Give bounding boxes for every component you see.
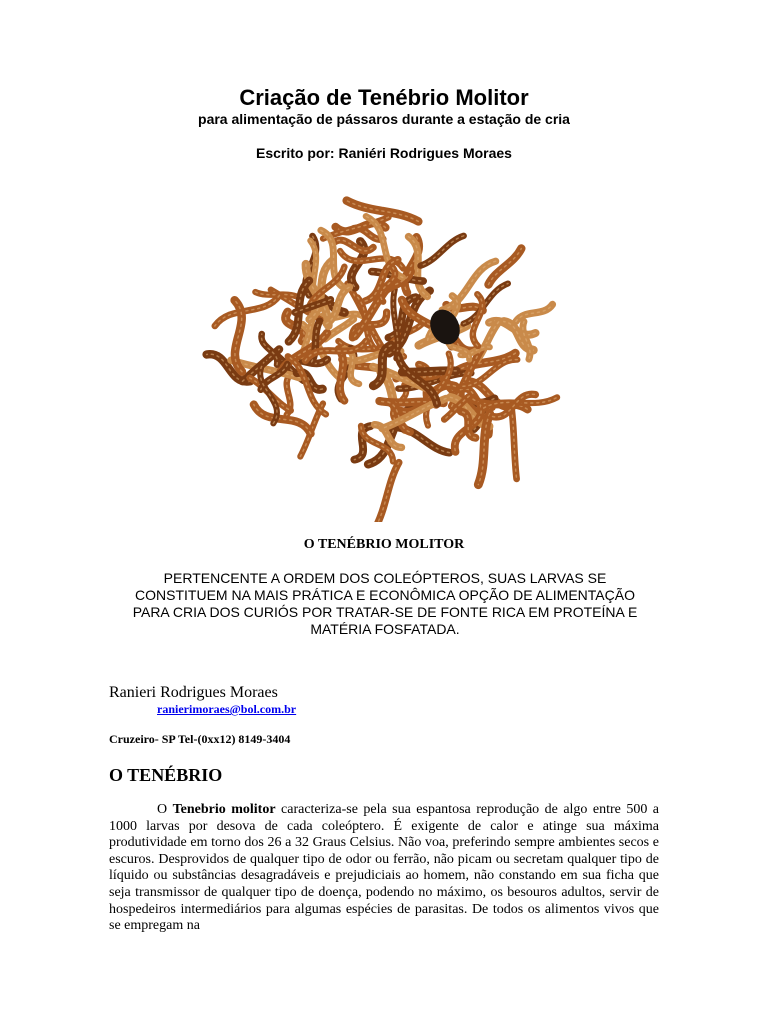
body-term: Tenebrio molitor (172, 802, 276, 817)
mealworm-larva (339, 349, 345, 401)
section-heading: O TENÉBRIO (109, 765, 223, 785)
author-contact: Cruzeiro- SP Tel-(0xx12) 8149-3404 (109, 732, 291, 746)
intro-line: CONSTITUEM NA MAIS PRÁTICA E ECONÔMICA OPÇÃO DE ALIMENTAÇÃO (135, 587, 635, 603)
mealworm-larva (375, 463, 399, 523)
section-body (109, 802, 659, 935)
body-lead: O (157, 802, 168, 817)
intro-paragraph (110, 570, 660, 638)
author-email-link[interactable]: ranierimoraes@bol.com.br (157, 702, 297, 716)
document-byline: Escrito por: Raniéri Rodrigues Moraes (256, 145, 512, 161)
intro-line: PARA CRIA DOS CURIÓS POR TRATAR-SE DE FONTE RICA EM PROTEÍNA E (132, 604, 638, 620)
intro-line: PERTENCENTE A ORDEM DOS COLEÓPTEROS, SUAS LARVAS SE (163, 570, 607, 586)
intro-line: MATÉRIA FOSFATADA. (310, 621, 460, 637)
document-subtitle: para alimentação de pássaros durante a estação de cria (198, 111, 570, 127)
mealworm-larva (516, 304, 553, 321)
mealworms-photo (180, 172, 590, 522)
author-name: Ranieri Rodrigues Moraes (109, 684, 278, 701)
figure-caption: O TENÉBRIO MOLITOR (303, 537, 465, 552)
mealworm-segment-highlight (215, 295, 280, 326)
mealworm-larva (473, 294, 483, 346)
body-text: caracteriza-se pela sua espantosa reprodução de algo entre 500 a 1000 larvas por desova de cada coleóptero. É exigente de calor e atinge sua máxima produtividade em torno dos 26 a 32 Graus Celsius. Não voa, preferindo sempre ambientes secos e escuros. Desprovidos de qualquer tipo de odor ou ferrão, não picam ou secretam qualquer tipo de líquido ou substâncias desagradáveis e prejudiciais ao homem, não constando em sua ficha que seja transmissor de qualquer tipo de doença, podendo no máximo, os besouros adultos, servir de hospedeiros intermediários para algumas espécies de parasitas. De todos os alimentos vivos que se empregam na (109, 802, 660, 934)
document-title: Criação de Tenébrio Molitor (239, 85, 529, 110)
